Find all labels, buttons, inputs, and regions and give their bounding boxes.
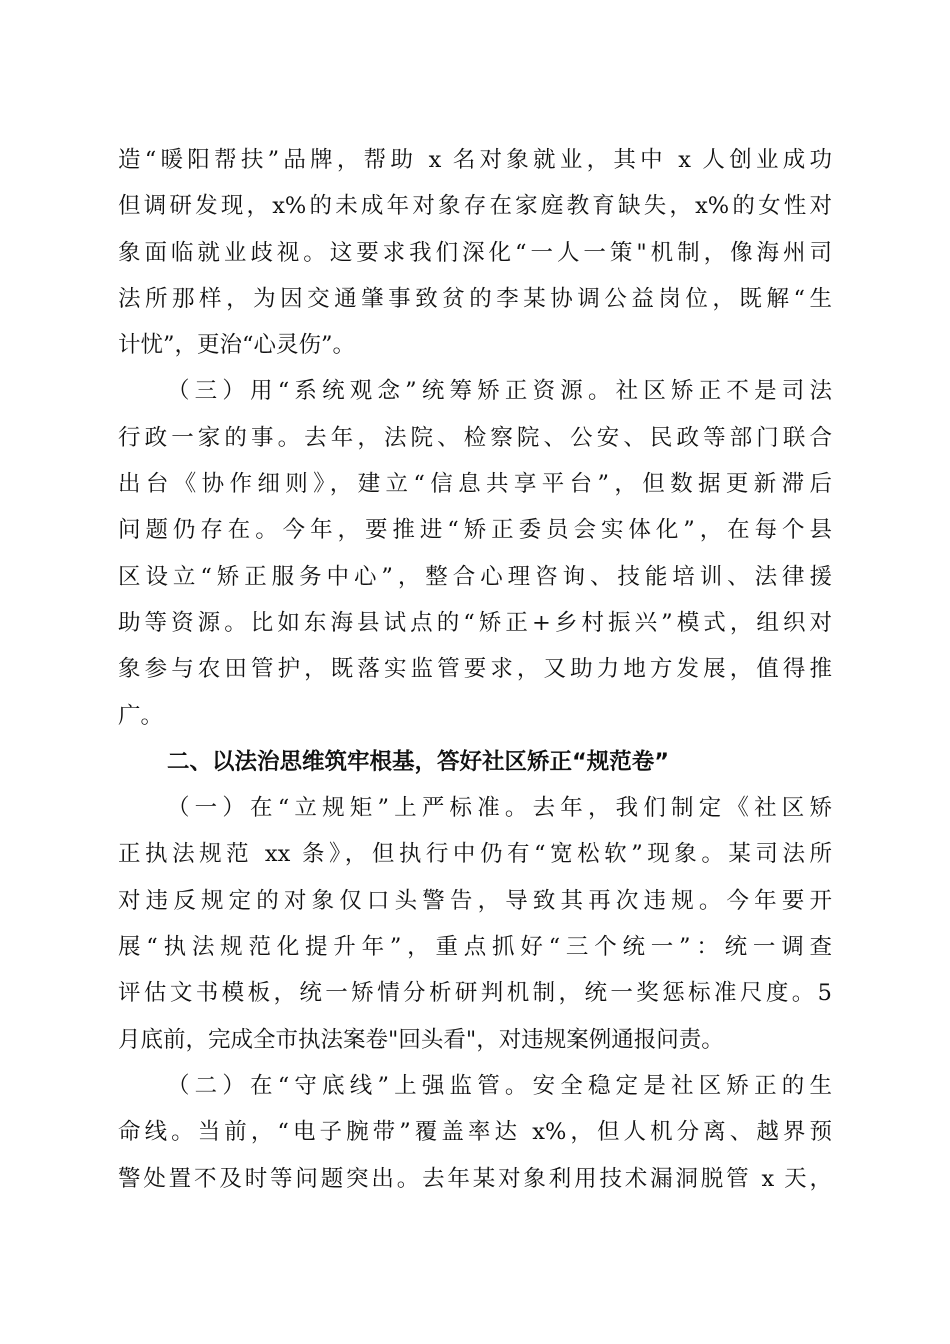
paragraph-line: 象参与农田管护，既落实监管要求，又助力地方发展，值得推 xyxy=(118,656,832,683)
paragraph-line: 警处置不及时等问题突出。去年某对象利用技术漏洞脱管 x 天， xyxy=(118,1165,832,1192)
paragraph-line: 展“执法规范化提升年”，重点抓好“三个统一”：统一调查 xyxy=(118,934,832,961)
paragraph-line: 计忧”，更治“心灵伤”。 xyxy=(118,332,356,359)
paragraph-line: 象面临就业歧视。这要求我们深化“一人一策"机制，像海州司 xyxy=(118,239,832,266)
paragraph-line: 法所那样，为因交通肇事致贫的李某协调公益岗位，既解“生 xyxy=(118,285,832,312)
paragraph-line: 行政一家的事。去年，法院、检察院、公安、民政等部门联合 xyxy=(118,424,832,451)
paragraph-line: 问题仍存在。今年，要推进“矫正委员会实体化”，在每个县 xyxy=(118,517,832,544)
paragraph-line: 评估文书模板，统一矫情分析研判机制，统一奖惩标准尺度。5 xyxy=(118,980,832,1007)
section-heading: 二、以法治思维筑牢根基，答好社区矫正“规范卷” xyxy=(167,748,670,775)
paragraph-line: 但调研发现，x%的未成年对象存在家庭教育缺失，x%的女性对 xyxy=(118,193,832,220)
paragraph-line: 正执法规范 xx 条》，但执行中仍有“宽松软”现象。某司法所 xyxy=(118,841,832,868)
paragraph-line: 命线。当前，“电子腕带”覆盖率达 x%，但人机分离、越界预 xyxy=(118,1119,832,1146)
paragraph-line: 广。 xyxy=(118,702,164,729)
paragraph-line: 对违反规定的对象仅口头警告，导致其再次违规。今年要开 xyxy=(118,887,832,914)
paragraph-line: 出台《协作细则》，建立“信息共享平台”，但数据更新滞后 xyxy=(118,471,832,498)
paragraph-line: （三）用“系统观念”统筹矫正资源。社区矫正不是司法 xyxy=(167,378,832,405)
paragraph-line: 区设立“矫正服务中心”，整合心理咨询、技能培训、法律援 xyxy=(118,563,832,590)
paragraph-line: 造“暖阳帮扶”品牌，帮助 x 名对象就业，其中 x 人创业成功 xyxy=(118,147,832,173)
paragraph-line: （二）在“守底线”上强监管。安全稳定是社区矫正的生 xyxy=(167,1072,832,1099)
paragraph-line: （一）在“立规矩”上严标准。去年，我们制定《社区矫 xyxy=(167,795,832,822)
paragraph-line: 助等资源。比如东海县试点的“矫正+乡村振兴”模式，组织对 xyxy=(118,609,832,636)
paragraph-line: 月底前，完成全市执法案卷"回头看"，对违规案例通报问责。 xyxy=(118,1026,724,1053)
